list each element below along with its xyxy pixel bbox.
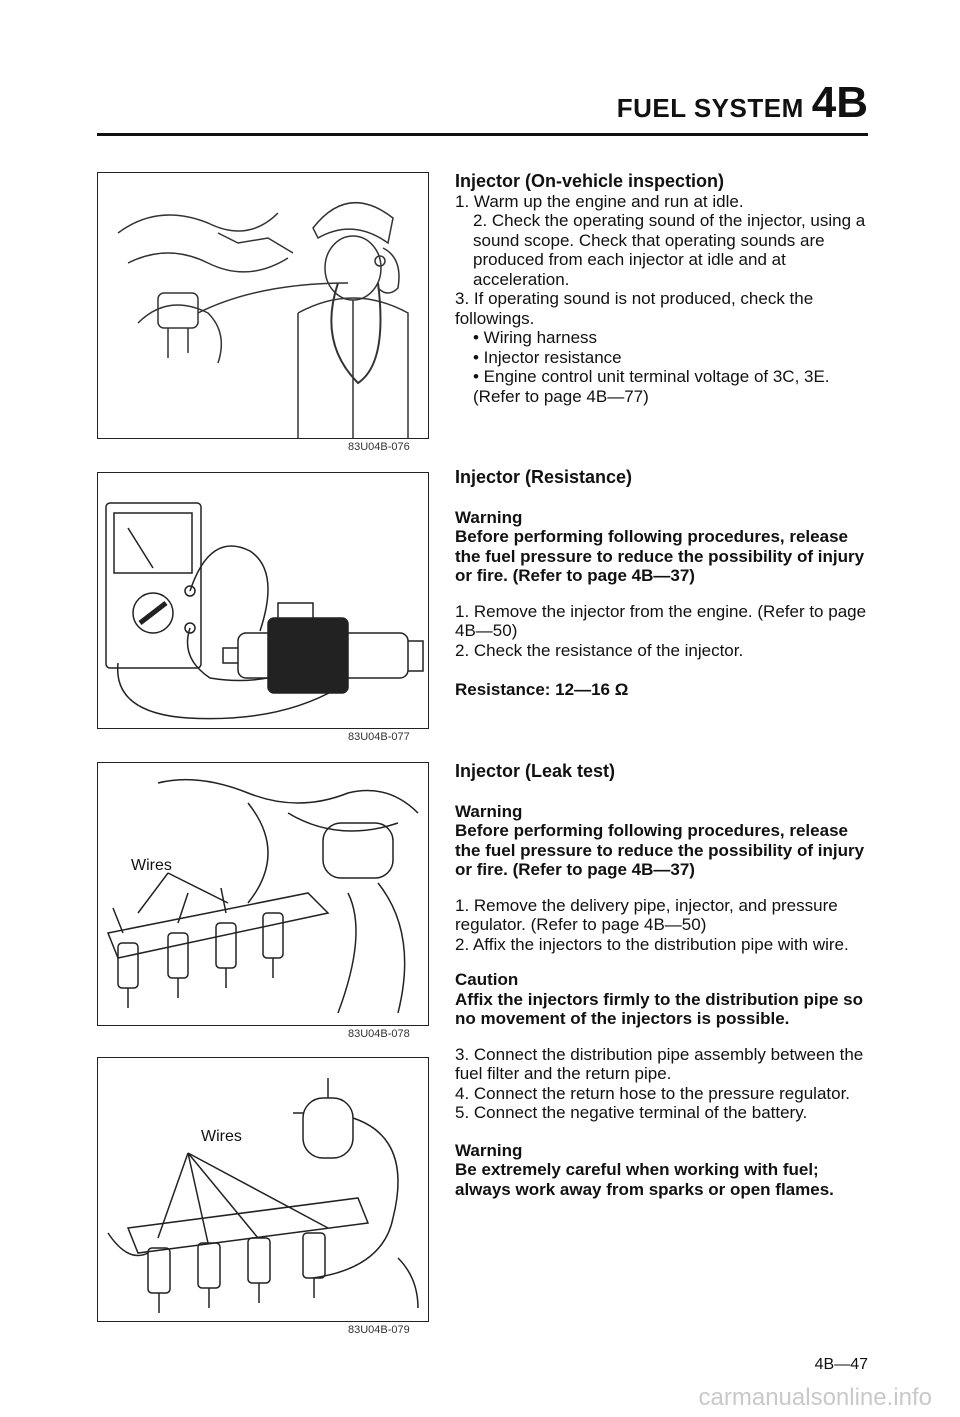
caution-title: Caution xyxy=(455,970,519,989)
warning-text: Be extremely careful when working with fuel; always work away from sparks or open flames. xyxy=(455,1160,834,1199)
figure-injector-resistance xyxy=(97,472,429,729)
page-number: 4B—47 xyxy=(814,1356,868,1373)
step: 5. Connect the negative terminal of the battery. xyxy=(455,1103,808,1122)
figure-caption: 83U04B-077 xyxy=(348,731,410,743)
section-on-vehicle-inspection xyxy=(455,172,873,406)
sound-scope-illustration xyxy=(98,173,428,438)
section-heading: Injector (Leak test) xyxy=(455,761,616,781)
warning-text: Before performing following procedures, release the fuel pressure to reduce the possibility of injury or fire. (Refer to page 4B—37) xyxy=(455,527,865,585)
bullet-item: • Injector resistance xyxy=(473,347,622,367)
warning-title: Warning xyxy=(455,801,523,821)
wires-label: Wires xyxy=(201,1128,242,1145)
figure-caption: 83U04B-076 xyxy=(348,441,410,453)
step: 2. Check the resistance of the injector. xyxy=(455,640,744,660)
step: 2. Affix the injectors to the distribution pipe with wire. xyxy=(455,934,849,954)
step: 3. If operating sound is not produced, check the followings. xyxy=(455,289,814,328)
header-section: 4B xyxy=(811,78,868,127)
ohmmeter-illustration xyxy=(98,473,428,728)
section-heading: Injector (On-vehicle inspection) xyxy=(455,171,725,191)
distribution-pipe-illustration xyxy=(98,763,428,1025)
figure-injectors-wired xyxy=(97,762,429,1026)
warning-title: Warning xyxy=(455,1140,523,1160)
section-resistance xyxy=(455,468,873,700)
warning-text: Before performing following procedures, release the fuel pressure to reduce the possibility of injury or fire. (Refer to page 4B—37) xyxy=(455,821,865,879)
bullet-item: • Engine control unit terminal voltage of 3C, 3E. (Refer to page 4B—77) xyxy=(473,367,830,406)
step: 4. Connect the return hose to the pressure regulator. xyxy=(455,1083,851,1103)
leak-test-illustration xyxy=(98,1058,428,1321)
figure-caption: 83U04B-078 xyxy=(348,1028,410,1040)
wires-label: Wires xyxy=(131,857,172,874)
step: 1. Remove the injector from the engine. (Refer to page 4B—50) xyxy=(455,601,867,640)
header-rule xyxy=(97,133,868,136)
step: 2. Check the operating sound of the injector, using a sound scope. Check that operating sounds are produced from each injector at idle and at acceleration. xyxy=(473,211,866,289)
warning-title: Warning xyxy=(455,507,523,527)
page-header xyxy=(617,78,868,128)
step: 3. Connect the distribution pipe assembly between the fuel filter and the return pipe. xyxy=(455,1044,864,1083)
step: 1. Warm up the engine and run at idle. xyxy=(455,191,744,211)
header-title: FUEL SYSTEM xyxy=(616,93,804,123)
figure-leak-test-assembly xyxy=(97,1057,429,1322)
figure-caption: 83U04B-079 xyxy=(348,1324,410,1336)
figure-injector-sound-check xyxy=(97,172,429,439)
bullet-item: • Wiring harness xyxy=(473,328,598,347)
resistance-spec: Resistance: 12—16 Ω xyxy=(455,680,629,699)
watermark: carmanualsonline.info xyxy=(698,1384,932,1411)
caution-text: Affix the injectors firmly to the distribution pipe so no movement of the injectors is possible. xyxy=(455,989,864,1028)
section-heading: Injector (Resistance) xyxy=(455,467,633,487)
step: 1. Remove the delivery pipe, injector, and pressure regulator. (Refer to page 4B—50) xyxy=(455,895,838,934)
section-leak-test xyxy=(455,762,873,1199)
